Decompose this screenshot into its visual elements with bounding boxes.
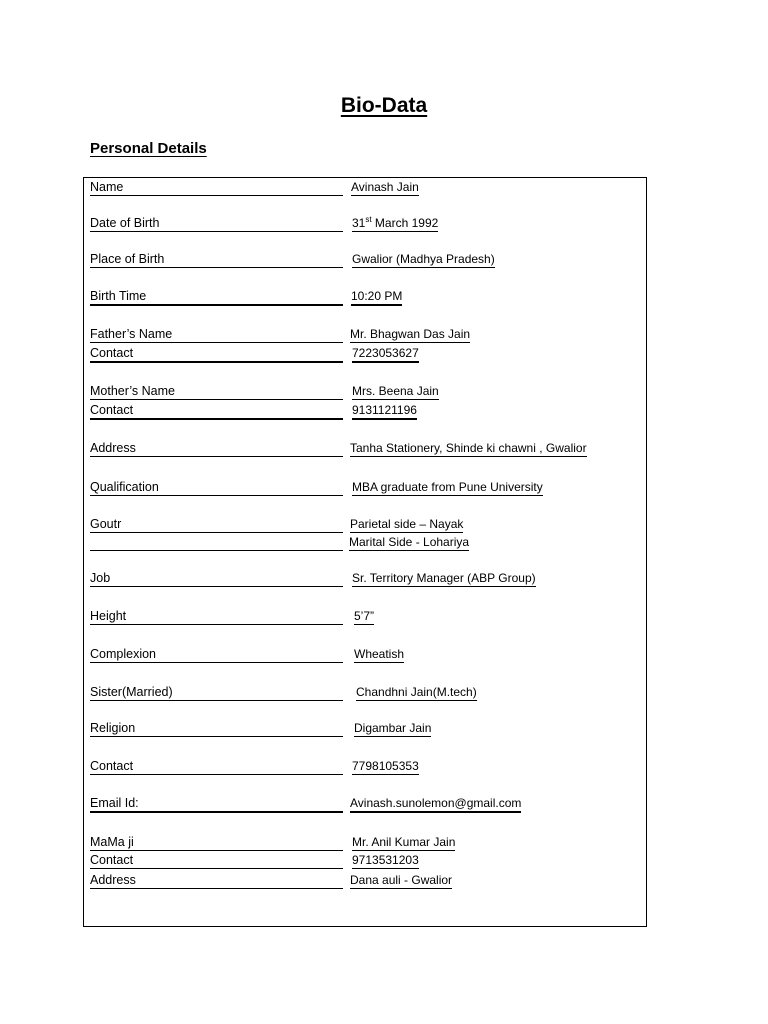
religion-label: Religion [90, 721, 343, 737]
dob-day-suffix: st [365, 215, 372, 224]
section-heading: Personal Details [90, 140, 207, 157]
dob-day: 31 [352, 216, 366, 230]
goutr-label: Goutr [90, 517, 343, 533]
religion-value: Digambar Jain [354, 721, 432, 735]
job-label: Job [90, 571, 343, 587]
birth-time-value: 10:20 PM [351, 289, 402, 306]
page-title [0, 94, 768, 118]
father-contact-label: Contact [90, 346, 343, 363]
name-value: Avinash Jain [351, 180, 419, 194]
place-of-birth-label: Place of Birth [90, 252, 343, 268]
job-value: Sr. Territory Manager (ABP Group) [352, 571, 536, 585]
birth-time-label: Birth Time [90, 289, 343, 306]
mother-contact-label: Contact [90, 403, 343, 420]
sister-label: Sister(Married) [90, 685, 343, 701]
goutr-paternal-value: Parietal side – Nayak [350, 517, 464, 531]
mama-ji-label: MaMa ji [90, 835, 343, 851]
goutr-continued-label [90, 535, 343, 551]
dob-label: Date of Birth [90, 216, 343, 232]
mother-name-label: Mother’s Name [90, 384, 343, 400]
dob-value [352, 216, 438, 232]
father-name-value: Mr. Bhagwan Das Jain [350, 327, 471, 341]
mama-contact-value: 9713531203 [352, 853, 419, 867]
qualification-value: MBA graduate from Pune University [352, 480, 543, 494]
email-value: Avinash.sunolemon@gmail.com [350, 796, 521, 813]
goutr-maternal-value: Marital Side - Lohariya [349, 535, 470, 549]
contact-label: Contact [90, 759, 343, 775]
complexion-label: Complexion [90, 647, 343, 663]
father-contact-value: 7223053627 [352, 346, 419, 363]
mother-contact-value: 9131121196 [352, 403, 417, 420]
mother-name-value: Mrs. Beena Jain [352, 384, 439, 398]
mama-contact-label: Contact [90, 853, 343, 869]
sister-value: Chandhni Jain(M.tech) [356, 685, 477, 699]
contact-value: 7798105353 [352, 759, 419, 773]
mama-address-label: Address [90, 873, 343, 889]
address-value: Tanha Stationery, Shinde ki chawni , Gwalior [350, 441, 587, 455]
email-label: Email Id: [90, 796, 343, 813]
place-of-birth-value: Gwalior (Madhya Pradesh) [352, 252, 495, 266]
title-text: Bio-Data [340, 94, 428, 117]
name-label: Name [90, 180, 343, 196]
mama-address-value: Dana auli - Gwalior [350, 873, 453, 887]
qualification-label: Qualification [90, 480, 343, 496]
height-value: 5’7” [354, 609, 375, 623]
height-label: Height [90, 609, 343, 625]
complexion-value: Wheatish [354, 647, 405, 661]
address-label: Address [90, 441, 343, 457]
father-name-label: Father’s Name [90, 327, 343, 343]
dob-month-year: March 1992 [371, 216, 439, 230]
mama-ji-value: Mr. Anil Kumar Jain [352, 835, 456, 849]
